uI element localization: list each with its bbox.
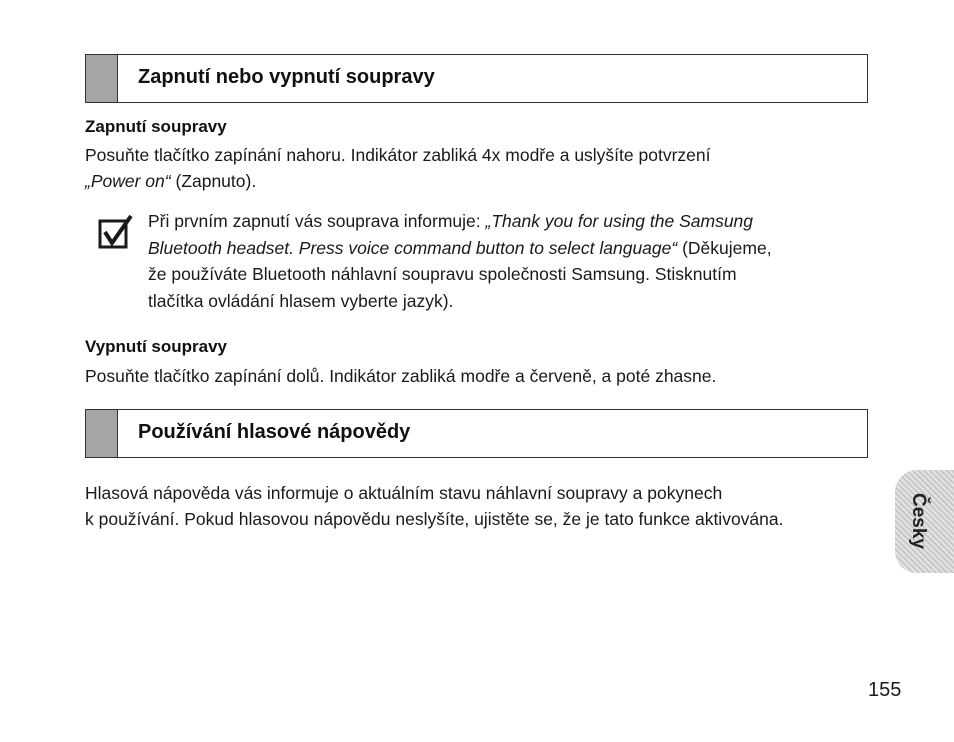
note-plain: (Děkujeme, [677,237,772,258]
language-tab [895,470,954,573]
note-italic: „Thank you for using the Samsung [485,211,754,231]
power-on-phrase: „Power on“ [85,171,171,191]
paragraph-line: Hlasová nápověda vás informuje o aktuálním stavu náhlavní soupravy a pokynech [85,483,723,503]
subheading-power-off: Vypnutí soupravy [85,337,228,356]
language-tab-label: Česky [908,493,929,549]
note-line [148,208,772,235]
paragraph-power-on [85,142,711,194]
note-text [148,208,772,314]
checkbox-check-icon [98,215,134,251]
note-line: že používáte Bluetooth náhlavní soupravu společnosti Samsung. Stisknutím [148,264,737,284]
note-line [148,235,772,262]
section-header-tab [86,55,118,102]
paragraph-line: Posuňte tlačítko zapínání nahoru. Indikátor zabliká 4x modře a uslyšíte potvrzení [85,145,711,165]
note-italic: Bluetooth headset. Press voice command button to select language“ [148,237,678,258]
paragraph-power-off [85,363,716,389]
paragraph-voice-prompts [85,480,784,532]
section-title-voice-prompts: Používání hlasové nápovědy [138,421,411,443]
paragraph-line: Posuňte tlačítko zapínání dolů. Indikátor zabliká modře a červeně, a poté zhasne. [85,366,717,386]
subheading-power-on: Zapnutí soupravy [85,117,227,136]
section-header-power [85,54,868,103]
power-on-translation: (Zapnuto). [170,171,257,191]
note-plain: Při prvním zapnutí vás souprava informuje: [148,211,486,231]
note-line: tlačítka ovládání hlasem vyberte jazyk). [148,290,454,311]
paragraph-line [85,168,711,194]
section-header-voice-prompts [85,409,868,458]
section-title-power: Zapnutí nebo vypnutí soupravy [138,66,435,88]
paragraph-line: k používání. Pokud hlasovou nápovědu neslyšíte, ujistěte se, že je tato funkce aktivována. [85,509,784,529]
page-number: 155 [868,679,902,701]
section-header-tab [86,410,118,457]
